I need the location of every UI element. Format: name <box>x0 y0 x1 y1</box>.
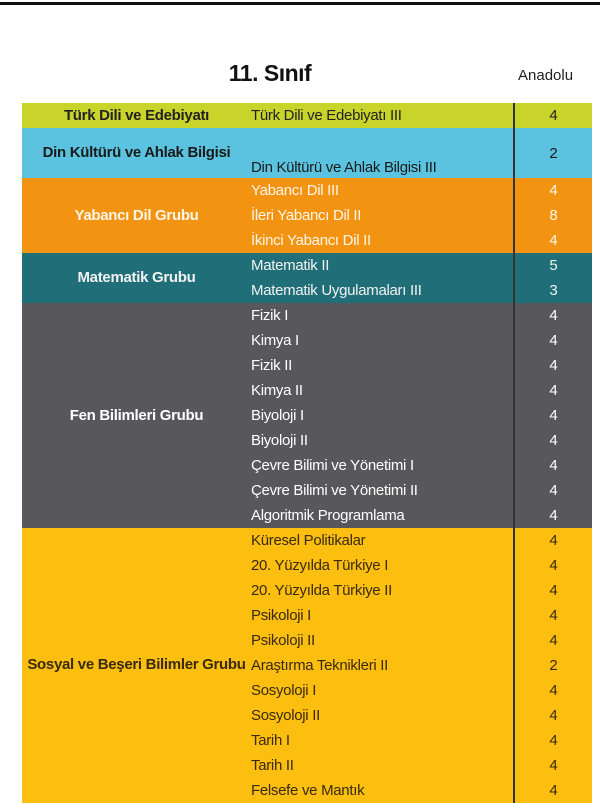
table-row <box>251 528 592 553</box>
course-group <box>22 103 592 128</box>
subject-name: Çevre Bilimi ve Yönetimi I <box>251 457 414 474</box>
weekly-hours: 4 <box>513 478 592 503</box>
weekly-hours: 4 <box>513 503 592 528</box>
subject-name: Kimya II <box>251 382 303 399</box>
subject-name: Psikoloji II <box>251 632 315 649</box>
weekly-hours: 4 <box>513 228 592 253</box>
weekly-hours: 4 <box>513 753 592 778</box>
weekly-hours: 4 <box>513 603 592 628</box>
group-label: Sosyal ve Beşeri Bilimler Grubu <box>27 656 246 673</box>
table-row <box>251 703 592 728</box>
subject-name: Matematik Uygulamaları III <box>251 282 422 299</box>
subject-name: Tarih II <box>251 757 294 774</box>
subject-name: Sosyoloji I <box>251 682 317 699</box>
table-row <box>251 403 592 428</box>
weekly-hours: 4 <box>513 553 592 578</box>
subject-name: Araştırma Teknikleri II <box>251 657 389 674</box>
group-label: Matematik Grubu <box>77 269 196 286</box>
table-row <box>251 778 592 803</box>
table-row <box>251 203 592 228</box>
subject-name: Çevre Bilimi ve Yönetimi II <box>251 482 418 499</box>
table-row <box>251 178 592 203</box>
group-label: Fen Bilimleri Grubu <box>69 406 204 424</box>
weekly-hours: 4 <box>513 328 592 353</box>
course-group <box>22 528 592 803</box>
subject-name: Biyoloji I <box>251 407 304 424</box>
table-row <box>251 628 592 653</box>
subject-name: Felsefe ve Mantık <box>251 782 365 799</box>
table-row <box>251 378 592 403</box>
weekly-hours: 2 <box>513 653 592 678</box>
subject-name: Psikoloji I <box>251 607 312 624</box>
subject-name: Küresel Politikalar <box>251 532 366 549</box>
course-group <box>22 303 592 528</box>
weekly-hours: 4 <box>513 628 592 653</box>
table-row <box>251 278 592 303</box>
weekly-hours: 4 <box>513 378 592 403</box>
table-row <box>251 353 592 378</box>
subject-name: Matematik II <box>251 257 330 274</box>
table-row <box>251 578 592 603</box>
table-row <box>251 228 592 253</box>
subject-name: Fizik II <box>251 357 292 374</box>
table-row <box>251 478 592 503</box>
weekly-hours: 4 <box>513 453 592 478</box>
table-row <box>251 603 592 628</box>
subject-name: Sosyoloji II <box>251 707 320 724</box>
weekly-hours: 4 <box>513 578 592 603</box>
table-row <box>251 553 592 578</box>
weekly-hours: 4 <box>513 778 592 803</box>
weekly-hours: 5 <box>513 253 592 278</box>
weekly-hours: 4 <box>513 103 592 128</box>
subject-name: Biyoloji II <box>251 432 308 449</box>
subject-name: Tarih I <box>251 732 290 749</box>
weekly-hours: 8 <box>513 203 592 228</box>
table-row <box>251 103 592 128</box>
table-row <box>251 503 592 528</box>
table-row <box>251 303 592 328</box>
weekly-hours: 4 <box>513 403 592 428</box>
subject-name: 20. Yüzyılda Türkiye I <box>251 557 389 574</box>
table-row <box>251 428 592 453</box>
top-border <box>0 2 600 5</box>
table-row <box>251 753 592 778</box>
table-row <box>251 328 592 353</box>
course-group <box>22 178 592 253</box>
weekly-hours: 3 <box>513 278 592 303</box>
subject-name: Din Kültürü ve Ahlak Bilgisi III <box>251 159 437 176</box>
weekly-hours: 4 <box>513 303 592 328</box>
subject-name: Türk Dili ve Edebiyatı III <box>251 107 402 124</box>
weekly-hours: 4 <box>513 353 592 378</box>
weekly-hours: 4 <box>513 728 592 753</box>
table-row <box>251 728 592 753</box>
course-group <box>22 128 592 178</box>
table-row <box>251 128 592 178</box>
subject-name: Fizik I <box>251 307 289 324</box>
subject-name: 20. Yüzyılda Türkiye II <box>251 582 392 599</box>
weekly-hours: 4 <box>513 528 592 553</box>
group-label: Din Kültürü ve Ahlak Bilgisi <box>42 144 231 161</box>
weekly-hours: 2 <box>513 128 592 178</box>
page-title: 11. Sınıf <box>228 60 312 86</box>
weekly-hours: 4 <box>513 703 592 728</box>
course-group <box>22 253 592 303</box>
group-label: Yabancı Dil Grubu <box>74 206 199 224</box>
table-row <box>251 453 592 478</box>
weekly-hours: 4 <box>513 178 592 203</box>
subject-name: Algoritmik Programlama <box>251 507 405 524</box>
column-header-anadolu: Anadolu <box>518 67 574 84</box>
subject-name: İleri Yabancı Dil II <box>251 207 362 224</box>
subject-name: İkinci Yabancı Dil II <box>251 232 371 249</box>
course-table <box>22 103 592 803</box>
weekly-hours: 4 <box>513 428 592 453</box>
subject-name: Yabancı Dil III <box>251 182 339 199</box>
weekly-hours: 4 <box>513 678 592 703</box>
table-row <box>251 678 592 703</box>
subject-name: Kimya I <box>251 332 299 349</box>
table-row <box>251 253 592 278</box>
table-row <box>251 653 592 678</box>
group-label: Türk Dili ve Edebiyatı <box>63 106 210 124</box>
